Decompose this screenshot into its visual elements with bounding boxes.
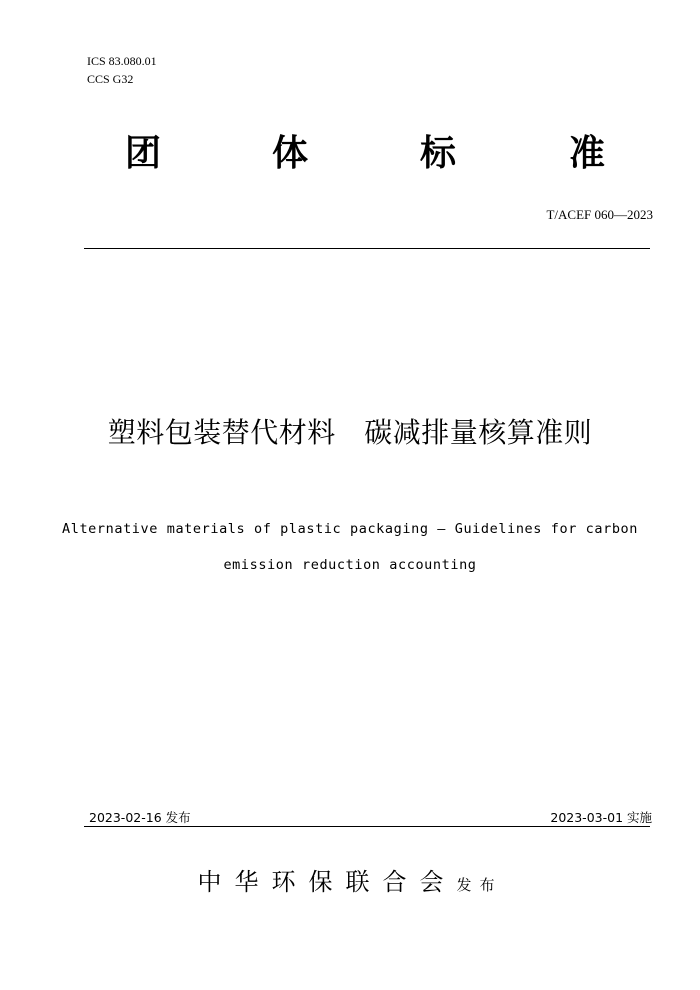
english-title-line-1: Alternative materials of plastic packaging — Guidelines for carbon bbox=[61, 521, 639, 537]
english-title-line-2: emission reduction accounting bbox=[223, 557, 477, 573]
publisher-organization: 中华环保联合会 bbox=[197, 868, 457, 896]
standard-type-char: 体 bbox=[271, 133, 308, 174]
standard-type-char: 标 bbox=[419, 133, 456, 174]
footer-divider bbox=[84, 826, 650, 827]
implementation-date: 2023-03-01 实施 bbox=[550, 810, 652, 825]
header-divider bbox=[84, 248, 650, 249]
standard-type-char: 准 bbox=[568, 133, 605, 174]
standard-type-char: 团 bbox=[124, 133, 161, 174]
standard-code: T/ACEF 060—2023 bbox=[546, 207, 653, 222]
ccs-code: CCS G32 bbox=[87, 72, 134, 86]
ics-code: ICS 83.080.01 bbox=[87, 54, 157, 68]
publisher-action: 发布 bbox=[456, 876, 503, 894]
chinese-title: 塑料包装替代材料 碳减排量核算准则 bbox=[107, 416, 593, 449]
issue-date: 2023-02-16 发布 bbox=[89, 810, 191, 825]
standard-type-heading bbox=[0, 132, 700, 176]
classification-block bbox=[87, 52, 157, 88]
publisher-line bbox=[0, 862, 700, 897]
